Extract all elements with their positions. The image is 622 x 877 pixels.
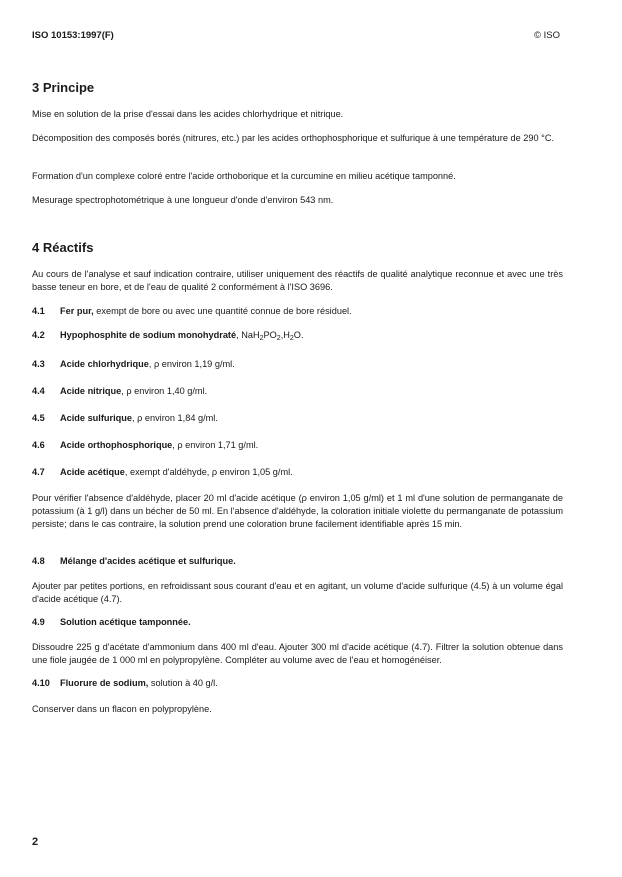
reagent-item	[32, 330, 563, 342]
reagent-name: Solution acétique tamponnée.	[60, 617, 191, 627]
section-3-title: 3 Principe	[32, 80, 95, 95]
reagent-number: 4.6	[32, 440, 45, 450]
reagent-name: Acide orthophosphorique	[60, 440, 173, 450]
reagent-number: 4.3	[32, 359, 45, 369]
reagent-item	[32, 386, 563, 396]
reagent-item	[32, 467, 563, 477]
reagent-name: Fluorure de sodium,	[60, 678, 149, 688]
principle-paragraph: Mesurage spectrophotométrique à une longueur d'onde d'environ 543 nm.	[32, 195, 334, 205]
reagent-desc: , ρ environ 1,19 g/ml.	[148, 359, 235, 369]
reagent-name: Acide sulfurique	[60, 413, 132, 423]
reagent-item	[32, 413, 563, 423]
reagent-instructions: Dissoudre 225 g d'acétate d'ammonium dans 400 ml d'eau. Ajouter 300 ml d'acide acétique (4.7). Filtrer la solution obtenue dans une fiole jaugée de 1 000 ml en polypropylène. Compléter au volume avec de l'eau et homogénéiser.	[32, 642, 563, 666]
reagent-number: 4.10	[32, 678, 50, 688]
reagent-number: 4.7	[32, 467, 45, 477]
page-number: 2	[32, 836, 39, 848]
reagent-item	[32, 440, 563, 450]
reagent-number: 4.9	[32, 617, 45, 627]
reagent-number: 4.5	[32, 413, 45, 423]
reagent-name: Acide chlorhydrique	[60, 359, 149, 369]
document-standard-id: ISO 10153:1997(F)	[32, 30, 114, 41]
reagent-item	[32, 617, 563, 627]
reagent-number: 4.8	[32, 556, 45, 566]
reagent-item	[32, 678, 563, 688]
reagent-item	[32, 306, 563, 316]
reagent-name: Fer pur,	[60, 306, 94, 316]
copyright-label: © ISO	[533, 30, 560, 41]
reagent-desc: , ρ environ 1,71 g/ml.	[172, 440, 259, 450]
principle-paragraph: Formation d'un complexe coloré entre l'acide orthoborique et la curcumine en milieu acétique tamponné.	[32, 171, 456, 181]
reagent-desc: solution à 40 g/l.	[148, 678, 218, 688]
reagent-name: Acide nitrique	[60, 386, 122, 396]
section-4-title: 4 Réactifs	[32, 240, 94, 255]
reagent-desc: , $NaH_2PO_2,H_2O$.	[236, 330, 304, 342]
reagent-name: Acide acétique	[60, 467, 125, 477]
reagent-name: Hypophosphite de sodium monohydraté	[60, 330, 237, 340]
reagent-instructions: Ajouter par petites portions, en refroidissant sous courant d'eau et en agitant, un volume d'acide sulfurique (4.5) à un volume égal d'acide acétique (4.7).	[32, 581, 563, 605]
reagent-item	[32, 556, 563, 566]
reagent-desc: , ρ environ 1,40 g/ml.	[121, 386, 208, 396]
reagents-intro: Au cours de l'analyse et sauf indication contraire, utiliser uniquement des réactifs de qualité analytique reconnue et avec une très basse teneur en bore, et de l'eau de qualité 2 conformément à l'ISO 3696.	[32, 269, 563, 293]
reagent-desc: , ρ environ 1,84 g/ml.	[131, 413, 218, 423]
reagent-desc: , exempt d'aldéhyde, ρ environ 1,05 g/ml.	[124, 467, 293, 477]
aldehyde-test-note: Pour vérifier l'absence d'aldéhyde, placer 20 ml d'acide acétique (ρ environ 1,05 g/ml) et 1 ml d'une solution de permanganate de potassium (à 1 g/l) dans un bécher de 50 ml. En l'absence d'aldéhyde, la coloration initiale violette du permanganate de potassium persiste; dans le cas contraire, la solution prend une coloration brune facilement identifiable après 15 min.	[32, 493, 563, 530]
reagent-name: Mélange d'acides acétique et sulfurique.	[60, 556, 236, 566]
reagent-desc: exempt de bore ou avec une quantité connue de bore résiduel.	[93, 306, 352, 316]
principle-paragraph: Mise en solution de la prise d'essai dans les acides chlorhydrique et nitrique.	[32, 109, 344, 119]
principle-paragraph: Décomposition des composés borés (nitrures, etc.) par les acides orthophosphorique et sulfurique à une température de 290 °C.	[32, 133, 555, 143]
reagent-number: 4.2	[32, 330, 45, 340]
reagent-number: 4.1	[32, 306, 45, 316]
reagent-instructions: Conserver dans un flacon en polypropylène.	[32, 704, 212, 714]
reagent-number: 4.4	[32, 386, 45, 396]
reagent-item	[32, 359, 563, 369]
